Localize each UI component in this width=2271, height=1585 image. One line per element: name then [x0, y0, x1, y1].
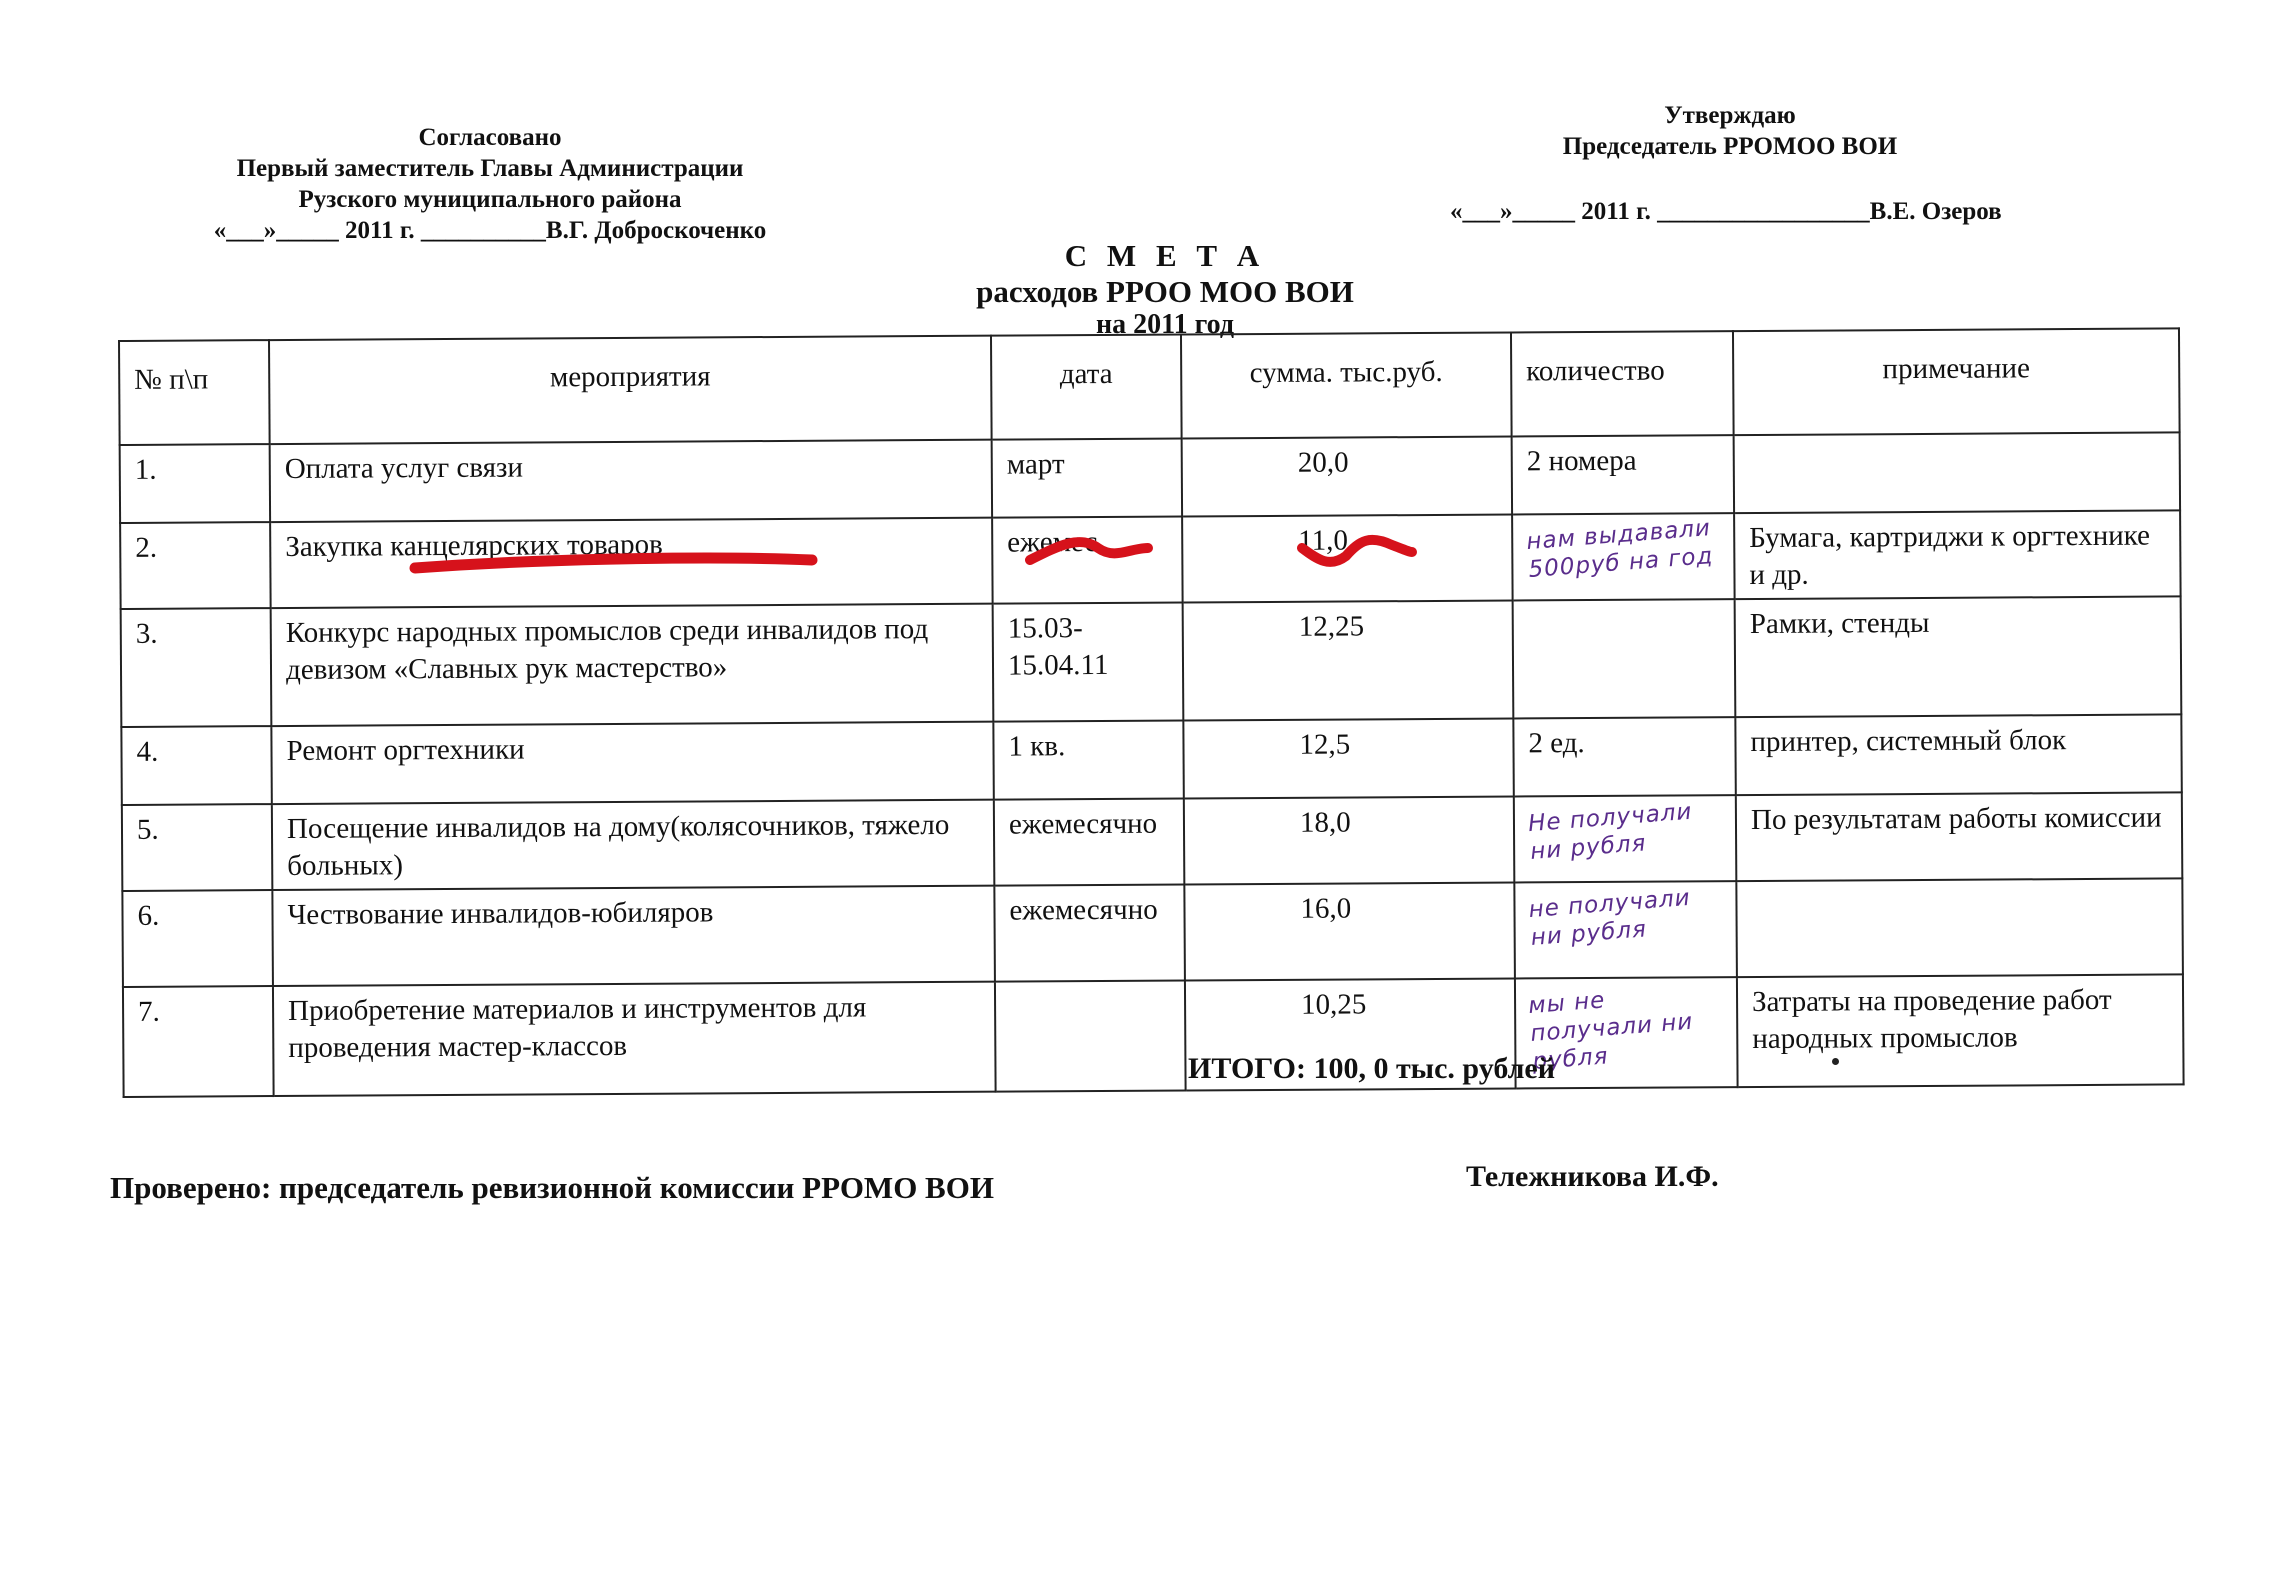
row-note: По результатам работы комиссии	[1736, 792, 2183, 881]
total-line: ИТОГО: 100, 0 тыс. рублей	[1188, 1052, 1556, 1085]
row-num: 6.	[122, 890, 273, 987]
row-qty-text: 2 ед.	[1528, 727, 1585, 760]
row-sum: 16,0	[1184, 882, 1515, 980]
row-event: Оплата услуг связи	[270, 440, 992, 522]
row-num: 4.	[121, 726, 271, 805]
document-title	[700, 238, 1630, 340]
table-row	[120, 432, 2180, 523]
row-date: 15.03-15.04.11	[993, 603, 1184, 722]
checked-by-line: Проверено: председатель ревизионной комиссии РРОМО ВОИ	[110, 1170, 994, 1205]
header-num: № п\п	[119, 340, 270, 445]
approval-block-right	[1450, 100, 2160, 227]
row-sum: 12,25	[1183, 600, 1514, 720]
row-event: Ремонт оргтехники	[271, 722, 993, 804]
row-event: Конкурс народных промыслов среди инвалидов под девизом «Славных рук мастерство»	[271, 604, 994, 726]
row-event: Посещение инвалидов на дому(колясочников, тяжело больных)	[272, 800, 995, 890]
row-qty	[1513, 717, 1735, 796]
row-date: ежемесячно	[994, 798, 1185, 885]
approval-right-signature-line: «___»_____ 2011 г. _________________В.Е. Озеров	[1450, 198, 2002, 225]
row-qty	[1514, 795, 1737, 882]
row-handwritten-note: не получали ни рубля	[1527, 884, 1692, 952]
row-qty-text: 2 номера	[1526, 444, 1637, 478]
row-num: 1.	[120, 444, 270, 523]
row-note	[1734, 432, 2180, 513]
row-sum: 12,5	[1183, 718, 1513, 798]
row-event: Чествование инвалидов-юбиляров	[272, 886, 995, 986]
row-sum: 11,0	[1182, 514, 1513, 602]
row-num: 7.	[123, 986, 274, 1097]
table-row	[121, 596, 2182, 727]
table-row	[122, 792, 2182, 891]
row-qty	[1512, 513, 1735, 600]
table-row	[123, 974, 2184, 1097]
title-line-3: на 2011 год	[1096, 309, 1234, 340]
header-qty: количество	[1511, 331, 1734, 436]
row-note: Бумага, картриджи к оргтехнике и др.	[1734, 510, 2181, 599]
header-event: мероприятия	[269, 336, 992, 444]
header-date: дата	[991, 335, 1182, 440]
row-date: март	[992, 439, 1182, 518]
table-row	[121, 714, 2181, 805]
row-num: 2.	[120, 522, 271, 609]
budget-table	[118, 327, 2185, 1098]
row-num: 5.	[122, 804, 273, 891]
approval-block-left	[140, 122, 840, 246]
table-row	[122, 878, 2183, 987]
approval-right-heading: Утверждаю	[1664, 102, 1796, 129]
approval-left-heading: Согласовано	[418, 124, 562, 151]
row-sum: 20,0	[1182, 436, 1512, 516]
row-sum: 18,0	[1184, 796, 1515, 884]
table-row	[120, 510, 2180, 609]
row-sum: 10,25	[1185, 978, 1516, 1090]
row-date: ежемесячно	[994, 884, 1185, 981]
row-date	[995, 980, 1186, 1091]
approval-left-position: Первый заместитель Главы Администрации	[236, 155, 744, 182]
title-line-1: С М Е Т А	[1064, 238, 1266, 273]
table-header-row	[119, 328, 2180, 445]
approval-right-position: Председатель РРОМОО ВОИ	[1562, 133, 1898, 160]
row-date: 1 кв.	[993, 720, 1183, 799]
checked-by-name: Тележникова И.Ф.	[1466, 1160, 1719, 1193]
row-handwritten-note: мы не получали ни рубля	[1527, 987, 1695, 1075]
title-line-2: расходов РРОО МОО ВОИ	[976, 274, 1354, 309]
approval-left-organization: Рузского муниципального района	[298, 186, 682, 213]
row-event: Приобретение материалов и инструментов для проведения мастер-классов	[273, 982, 996, 1096]
row-num: 3.	[121, 608, 272, 727]
row-handwritten-note: нам выдавали 500руб на год	[1525, 515, 1715, 584]
header-note: примечание	[1733, 328, 2180, 435]
row-note	[1736, 878, 2183, 977]
row-note: Рамки, стенды	[1735, 596, 2182, 717]
row-event: Закупка канцелярских товаров	[270, 518, 993, 608]
scan-speck	[1832, 1058, 1839, 1065]
row-note: принтер, системный блок	[1735, 714, 2181, 795]
row-date: ежемес.	[992, 517, 1183, 604]
approval-left-signature-line: «___»_____ 2011 г. __________В.Г. Доброскоченко	[213, 217, 767, 244]
header-sum: сумма. тыс.руб.	[1181, 332, 1512, 438]
row-note: Затраты на проведение работ народных промыслов	[1737, 974, 2184, 1087]
row-qty	[1512, 435, 1734, 514]
row-qty	[1513, 599, 1736, 718]
row-qty	[1514, 881, 1737, 978]
row-handwritten-note: Не получали ни рубля	[1527, 798, 1694, 866]
